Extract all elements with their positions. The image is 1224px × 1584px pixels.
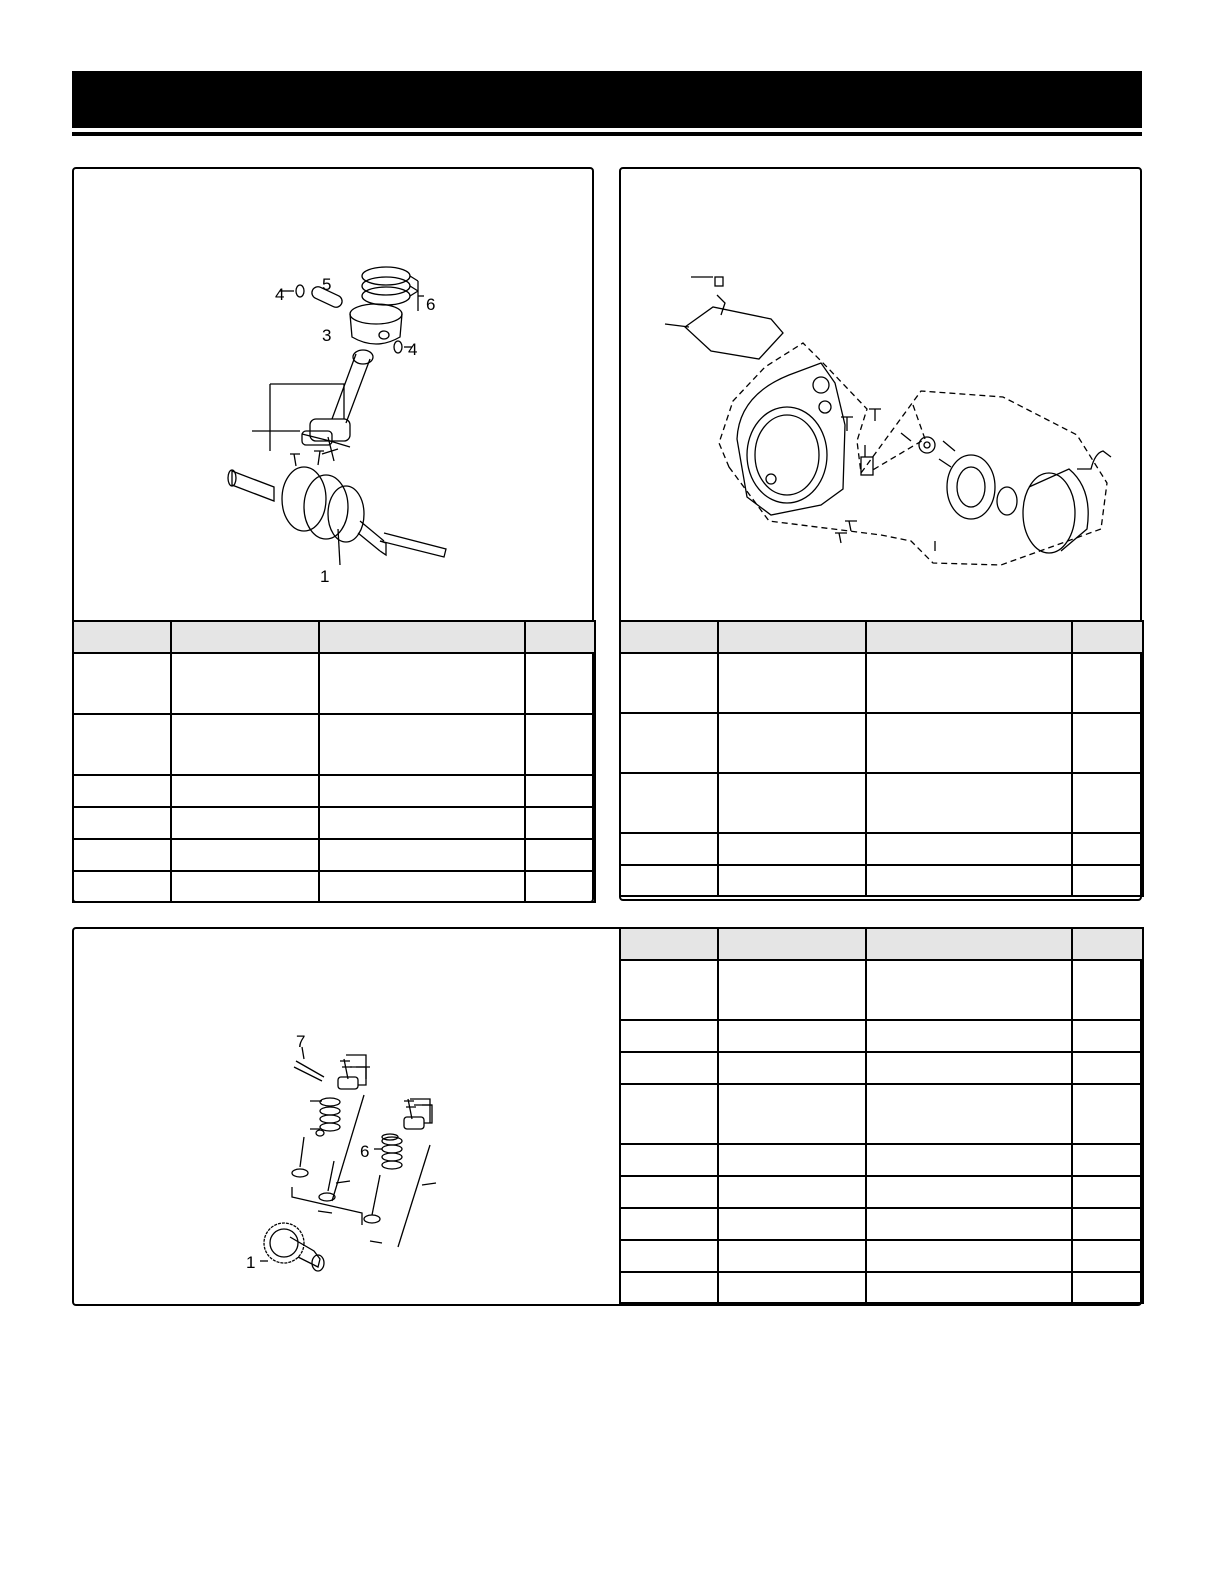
callout-1: 1	[246, 1253, 256, 1272]
callout-6: 6	[426, 295, 436, 314]
table-row	[620, 1084, 1143, 1144]
camshaft-valve-diagram	[74, 929, 622, 1304]
table-row	[620, 833, 1143, 865]
table-row	[73, 775, 595, 807]
table-row	[73, 871, 595, 902]
callout-7: 7	[296, 1032, 306, 1051]
table-row	[620, 713, 1143, 773]
callout-6: 6	[360, 1142, 370, 1161]
table-row	[620, 1176, 1143, 1208]
table-row	[620, 1144, 1143, 1176]
callout-4a: 4	[275, 285, 285, 304]
page-header-bar	[72, 71, 1142, 128]
parts-table-2	[619, 620, 1144, 897]
table-row	[620, 1208, 1143, 1240]
callout-1: 1	[320, 567, 330, 586]
table-row	[73, 807, 595, 839]
callout-3: 3	[322, 326, 332, 345]
page-header-rule	[72, 132, 1142, 136]
table-row	[620, 1272, 1143, 1303]
table-row	[620, 653, 1143, 713]
parts-table-1	[72, 620, 596, 903]
table-row	[620, 1052, 1143, 1084]
table-row	[73, 839, 595, 871]
table-row	[620, 1240, 1143, 1272]
callout-5: 5	[322, 275, 332, 294]
table-row	[73, 653, 595, 714]
table-row	[73, 714, 595, 775]
crankshaft-piston-diagram	[74, 169, 592, 624]
table-row	[620, 865, 1143, 896]
parts-table-3	[619, 927, 1144, 1304]
recoil-starter-diagram	[621, 169, 1140, 624]
table-row	[620, 960, 1143, 1020]
callout-4b: 4	[408, 340, 418, 359]
table-row	[620, 1020, 1143, 1052]
table-row	[620, 773, 1143, 833]
